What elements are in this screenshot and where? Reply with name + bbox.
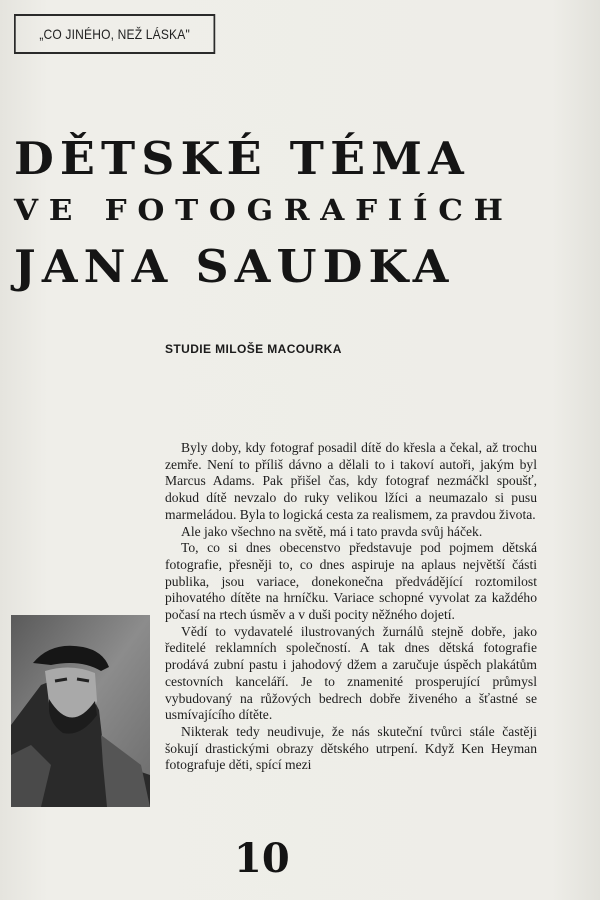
page-number: 10	[234, 835, 290, 882]
article-paragraph-2: Ale jako všechno na světě, má i tato pravda svůj háček.	[181, 523, 483, 539]
article-body	[165, 440, 537, 774]
title-line-3: JANA SAUDKA	[14, 240, 455, 293]
article-paragraph-5: Nikterak tedy neudivuje, že nás skuteční tvůrci stále častěji šokují drastickými obrazy dětského utrpení. Když Ken Heyman fotografuje děti, spící mezi	[165, 723, 537, 773]
portrait-photo-drawing	[11, 615, 150, 807]
article-paragraph-3: To, co si dnes obecenstvo představuje pod pojmem dětská fotografie, přesněji to, co dnes aspiruje na aplaus největší části publika, jsou variace, donekonečna předvádějící roztomilost pihovatého dítěte na hrníčku. Variace schopné vyvolat za každého počasí na rtech úsměv a v duši pocity něžného dojetí.	[165, 540, 537, 623]
article-paragraph-4: Vědí to vydavatelé ilustrovaných žurnálů stejně dobře, jako ředitelé reklamních společností. A tak dnes dětská fotografie prodává zubní pastu i jahodový džem a zaručuje úspěch plakátům cestovních kanceláří. Je to znamenité prosperující průmysl vybudovaný na růžových bedrech dobře živeného a šťastné se usmívajícího dítěte.	[165, 623, 537, 723]
byline: STUDIE MILOŠE MACOURKA	[165, 342, 342, 356]
section-label-box	[14, 14, 215, 54]
portrait-photo	[11, 615, 150, 807]
article-paragraph-1: Byly doby, kdy fotograf posadil dítě do křesla a čekal, až trochu zemře. Není to příliš dávno a dělali to i takoví autoři, jakým byl Marcus Adams. Pak přišel čas, kdy fotograf nezmáčkl spoušť, dokud dítě nevzalo do ruky velikou lžíci a neumazalo si pusu marmeládou. Byla to logická cesta za realismem, za pravdou života.	[165, 440, 537, 522]
title-line-1: DĚTSKÉ TÉMA	[14, 132, 470, 185]
title-line-2: VE FOTOGRAFIÍCH	[14, 193, 514, 227]
section-label-text: „CO JINÉHO, NEŽ LÁSKA"	[39, 26, 190, 42]
